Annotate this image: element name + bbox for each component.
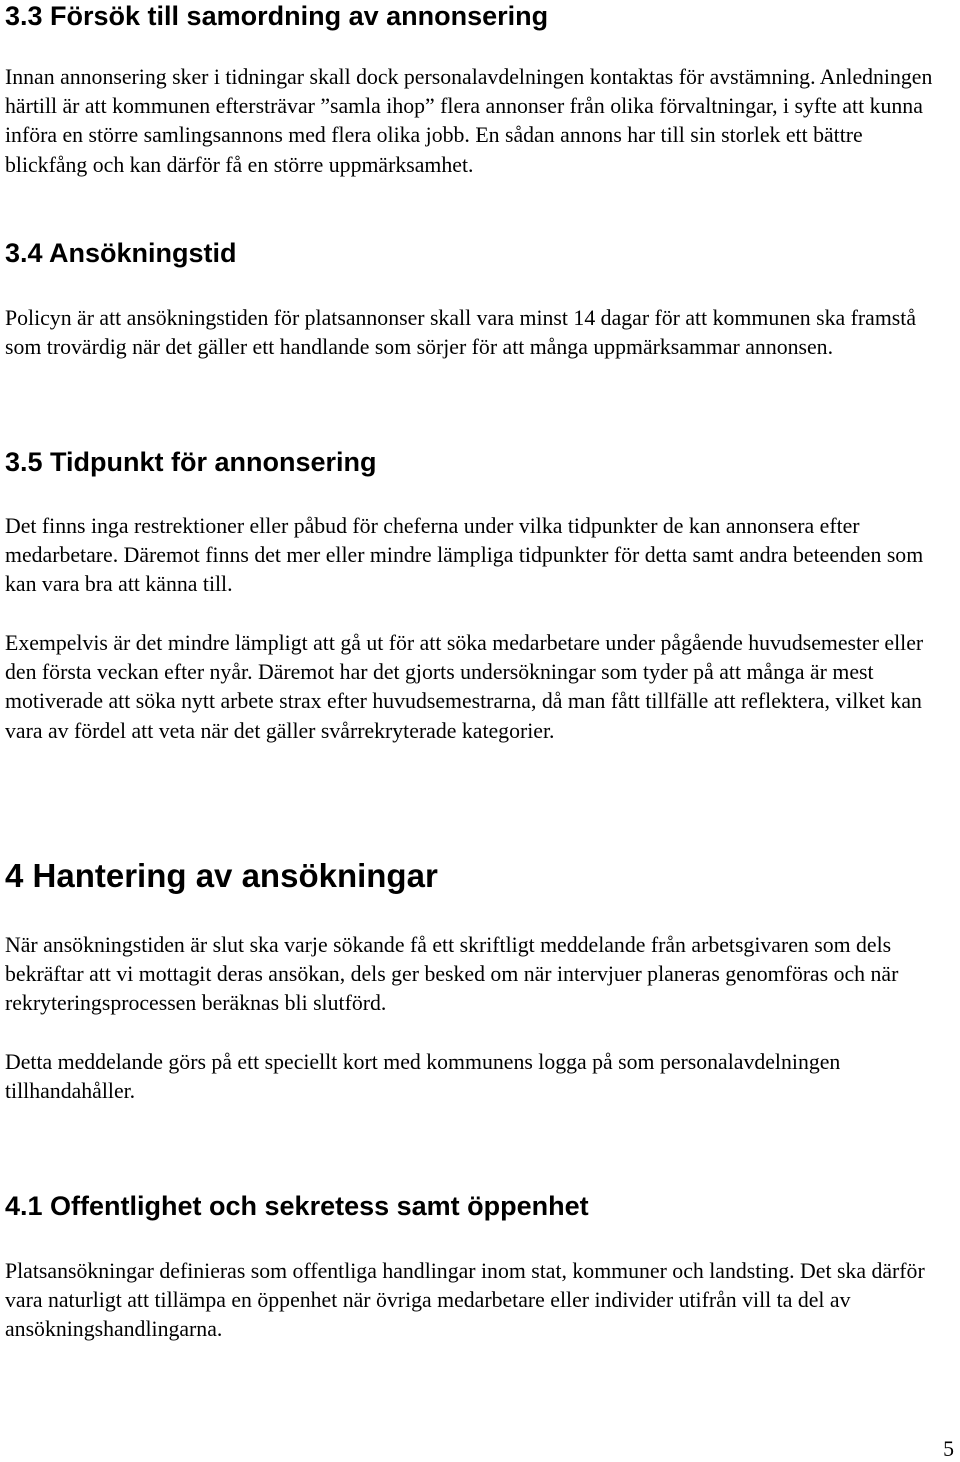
heading-3-5: 3.5 Tidpunkt för annonsering (5, 447, 377, 477)
paragraph-4-a: När ansökningstiden är slut ska varje sökande få ett skriftligt meddelande från arbetsgivaren som dels bekräftar att vi mottagit deras ansökan, dels ger besked om när intervjuer planeras genomföras och när rekryteringsprocessen beräknas bli slutförd. (5, 933, 899, 1016)
paragraph-4-1: Platsansökningar definieras som offentliga handlingar inom stat, kommuner och landsting. Det ska därför vara naturligt att tillämpa en öppenhet när övriga medarbetare eller individer utifrån vill ta del av ansökningshandlingarna. (5, 1259, 925, 1342)
paragraph-3-4: Policyn är att ansökningstiden för platsannonser skall vara minst 14 dagar för att kommunen ska framstå som trovärdig när det gäller ett handlande som sörjer för att många uppmärksammar annonsen. (5, 306, 917, 360)
paragraph-3-5-b: Exempelvis är det mindre lämpligt att gå ut för att söka medarbetare under pågående huvudsemester eller den första veckan efter nyår. Däremot har det gjorts undersökningar som tyder på att många är mest motiverade att söka nytt arbete strax efter huvudsemestrarna, då man fått tillfälle att reflektera, vilket kan vara av fördel att veta när det gäller svårrekryterade kategorier. (5, 631, 924, 743)
heading-4: 4 Hantering av ansökningar (5, 857, 438, 894)
paragraph-3-3: Innan annonsering sker i tidningar skall dock personalavdelningen kontaktas för avstämning. Anledningen härtill är att kommunen eftersträvar ”samla ihop” flera annonser från olika förvaltningar, i syfte att kunna införa en större samlingsannons med flera olika jobb. En sådan annons har till sin storlek ett bättre blickfång och kan därför få en större uppmärksamhet. (5, 65, 933, 177)
paragraph-3-5-a: Det finns inga restrektioner eller påbud för cheferna under vilka tidpunkter de kan annonsera efter medarbetare. Däremot finns det mer eller mindre lämpliga tidpunkter för detta samt andra beteenden som kan vara bra att känna till. (5, 514, 924, 597)
heading-4-1: 4.1 Offentlighet och sekretess samt öppenhet (5, 1191, 589, 1221)
page-number: 5 (943, 1437, 954, 1461)
heading-3-3: 3.3 Försök till samordning av annonsering (5, 1, 549, 31)
paragraph-4-b: Detta meddelande görs på ett speciellt kort med kommunens logga på som personalavdelningen tillhandahåller. (5, 1050, 841, 1104)
heading-3-4: 3.4 Ansökningstid (5, 238, 237, 268)
